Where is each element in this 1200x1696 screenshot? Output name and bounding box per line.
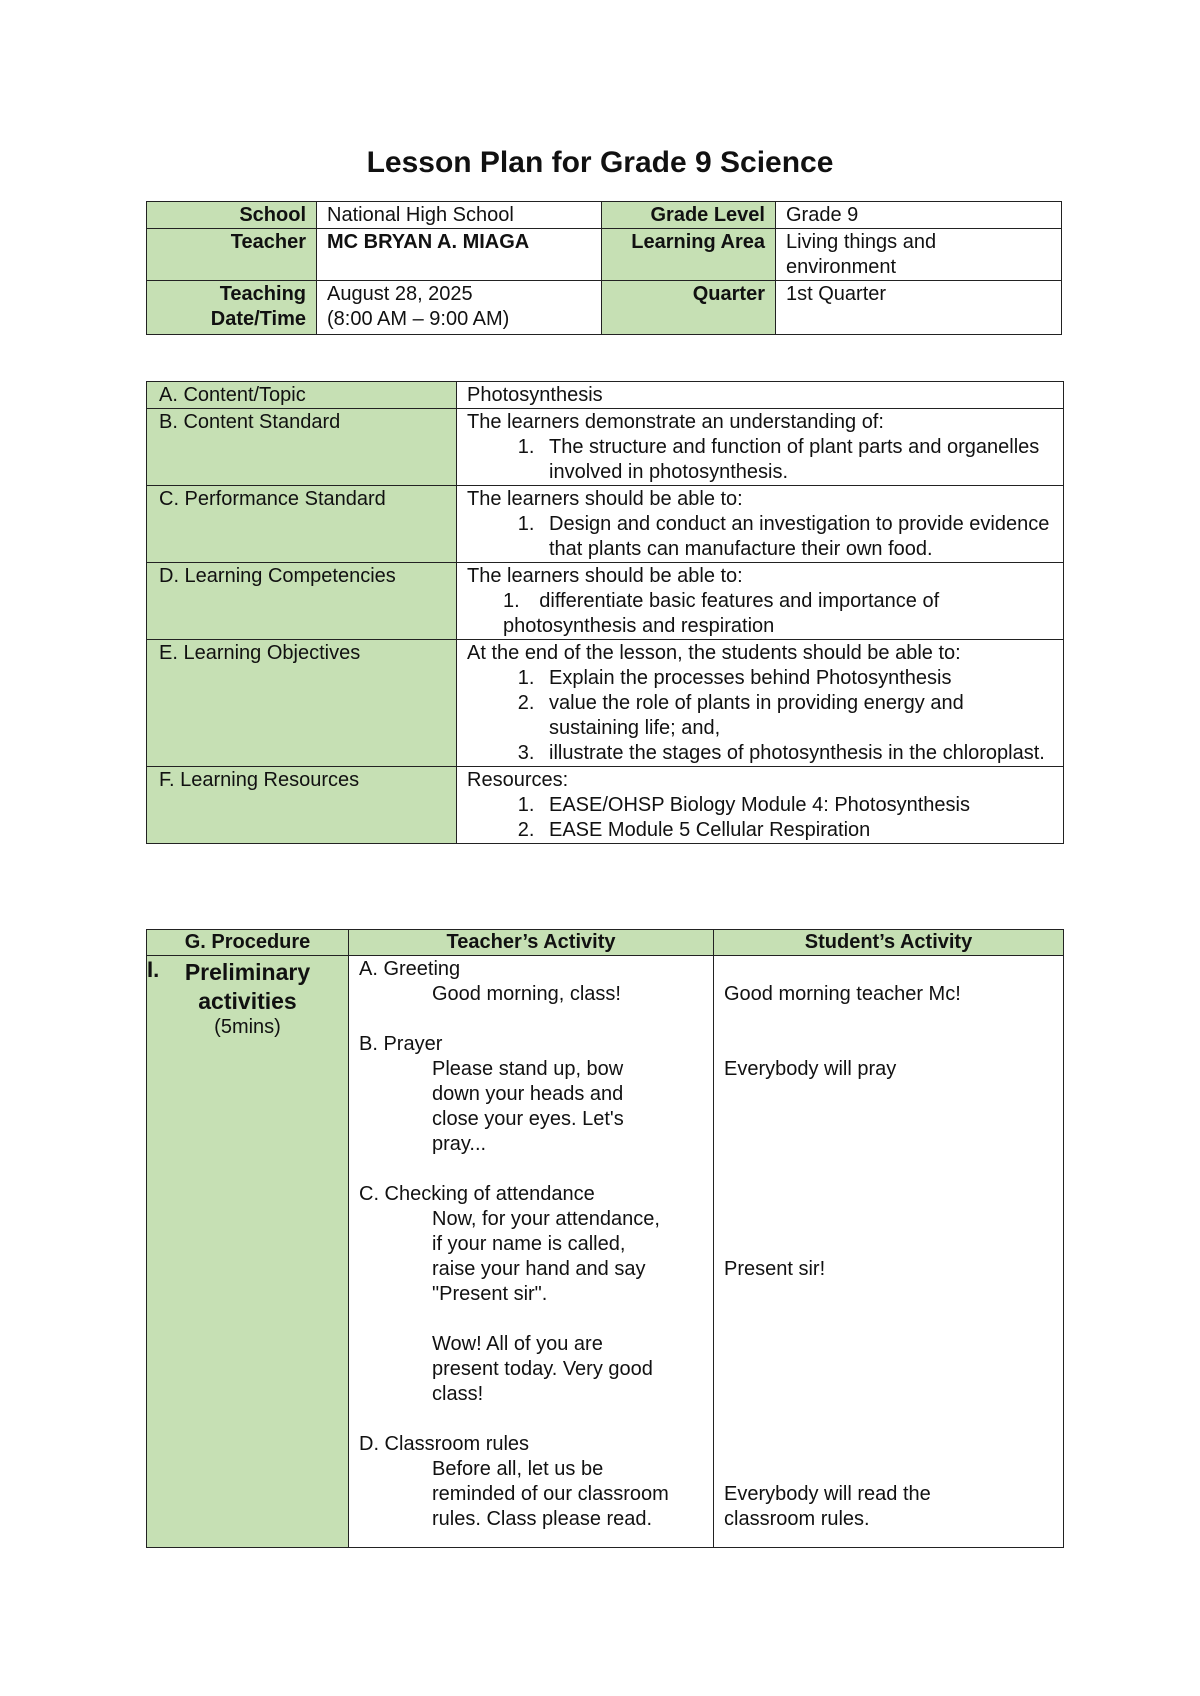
learning-area-value: Living things and environment xyxy=(776,229,1062,281)
teaching-date-label-line1: Teaching xyxy=(219,283,306,305)
list-item-number: 1. xyxy=(503,590,520,612)
list-item: 1. The structure and function of plant parts and organelles involved in photosynthesis. xyxy=(540,435,1053,485)
list-item xyxy=(467,589,1053,639)
learning-competencies-label: D. Learning Competencies xyxy=(147,563,457,640)
prayer-student-line: Everybody will pray xyxy=(724,1058,897,1080)
attendance-teacher-line: raise your hand and say xyxy=(432,1258,646,1280)
attendance-teacher-line: Wow! All of you are xyxy=(432,1333,603,1355)
learning-competencies-value xyxy=(457,563,1064,640)
teaching-date-line2: (8:00 AM – 9:00 AM) xyxy=(327,308,510,330)
performance-standard-intro: The learners should be able to: xyxy=(467,488,743,510)
list-item: 2. value the role of plants in providing energy and sustaining life; and, xyxy=(540,691,1053,741)
grade-level-value: Grade 9 xyxy=(776,202,1062,229)
greeting-student-line: Good morning teacher Mc! xyxy=(724,983,961,1005)
section-title-line1: Preliminary xyxy=(184,959,311,985)
list-item-continuation: photosynthesis and respiration xyxy=(503,615,775,637)
procedure-table xyxy=(146,929,1064,1548)
attendance-teacher-line: present today. Very good xyxy=(432,1358,653,1380)
list-item: 3. illustrate the stages of photosynthesis in the chloroplast. xyxy=(540,741,1053,766)
performance-standard-label: C. Performance Standard xyxy=(147,486,457,563)
classroom-rules-teacher-line: reminded of our classroom xyxy=(432,1483,669,1505)
greeting-teacher-line: Good morning, class! xyxy=(432,983,621,1005)
classroom-rules-heading: D. Classroom rules xyxy=(359,1433,530,1455)
teaching-date-value xyxy=(317,281,602,335)
learning-objectives-value xyxy=(457,640,1064,767)
attendance-teacher-line: Now, for your attendance, xyxy=(432,1208,660,1230)
section-time: (5mins) xyxy=(214,1016,281,1038)
attendance-teacher-line: if your name is called, xyxy=(432,1233,626,1255)
teacher-label: Teacher xyxy=(147,229,317,281)
attendance-teacher-line: class! xyxy=(432,1383,484,1405)
classroom-rules-student-line: Everybody will read the xyxy=(724,1483,931,1505)
prayer-teacher-line: down your heads and xyxy=(432,1083,624,1105)
learning-objectives-label: E. Learning Objectives xyxy=(147,640,457,767)
list-item: 1. EASE/OHSP Biology Module 4: Photosynthesis xyxy=(540,793,1053,818)
procedure-section-cell xyxy=(147,956,349,1548)
grade-level-label: Grade Level xyxy=(602,202,776,229)
learning-competencies-intro: The learners should be able to: xyxy=(467,565,743,587)
section-number: I. xyxy=(147,957,160,982)
classroom-rules-student-line: classroom rules. xyxy=(724,1508,870,1530)
list-item-text: differentiate basic features and importance of xyxy=(539,590,940,612)
content-topic-value: Photosynthesis xyxy=(457,382,1064,409)
prayer-teacher-line: close your eyes. Let's xyxy=(432,1108,624,1130)
prayer-teacher-line: Please stand up, bow xyxy=(432,1058,624,1080)
teacher-activity-cell xyxy=(349,956,714,1548)
performance-standard-value xyxy=(457,486,1064,563)
learning-resources-label: F. Learning Resources xyxy=(147,767,457,844)
section-title-line2: activities xyxy=(198,988,297,1014)
learning-objectives-intro: At the end of the lesson, the students should be able to: xyxy=(467,642,961,664)
greeting-heading: A. Greeting xyxy=(359,958,461,980)
header-info-table xyxy=(146,201,1062,335)
content-standard-value xyxy=(457,409,1064,486)
attendance-teacher-line: "Present sir". xyxy=(432,1283,548,1305)
school-value: National High School xyxy=(317,202,602,229)
learning-resources-value xyxy=(457,767,1064,844)
content-standard-intro: The learners demonstrate an understanding of: xyxy=(467,411,884,433)
teaching-date-label-line2: Date/Time xyxy=(210,308,306,330)
classroom-rules-teacher-line: Before all, let us be xyxy=(432,1458,604,1480)
quarter-label: Quarter xyxy=(602,281,776,335)
student-activity-column-header: Student’s Activity xyxy=(714,930,1064,956)
content-topic-label: A. Content/Topic xyxy=(147,382,457,409)
procedure-column-header: G. Procedure xyxy=(147,930,349,956)
teaching-date-label xyxy=(147,281,317,335)
list-item: 1. Explain the processes behind Photosynthesis xyxy=(540,666,1053,691)
page-title: Lesson Plan for Grade 9 Science xyxy=(366,146,834,179)
quarter-value: 1st Quarter xyxy=(776,281,1062,335)
teacher-activity-column-header: Teacher’s Activity xyxy=(349,930,714,956)
classroom-rules-teacher-line: rules. Class please read. xyxy=(432,1508,653,1530)
prayer-teacher-line: pray... xyxy=(432,1133,487,1155)
prayer-heading: B. Prayer xyxy=(359,1033,443,1055)
list-item: 2. EASE Module 5 Cellular Respiration xyxy=(540,818,1053,843)
learning-resources-intro: Resources: xyxy=(467,769,569,791)
attendance-student-line: Present sir! xyxy=(724,1258,826,1280)
learning-area-label: Learning Area xyxy=(602,229,776,281)
school-label: School xyxy=(147,202,317,229)
teaching-date-line1: August 28, 2025 xyxy=(327,283,473,305)
attendance-heading: C. Checking of attendance xyxy=(359,1183,595,1205)
student-activity-cell xyxy=(714,956,1064,1548)
teacher-value: MC BRYAN A. MIAGA xyxy=(317,229,602,281)
list-item: 1. Design and conduct an investigation to provide evidence that plants can manufacture their own food. xyxy=(540,512,1053,562)
content-table xyxy=(146,381,1064,844)
content-standard-label: B. Content Standard xyxy=(147,409,457,486)
